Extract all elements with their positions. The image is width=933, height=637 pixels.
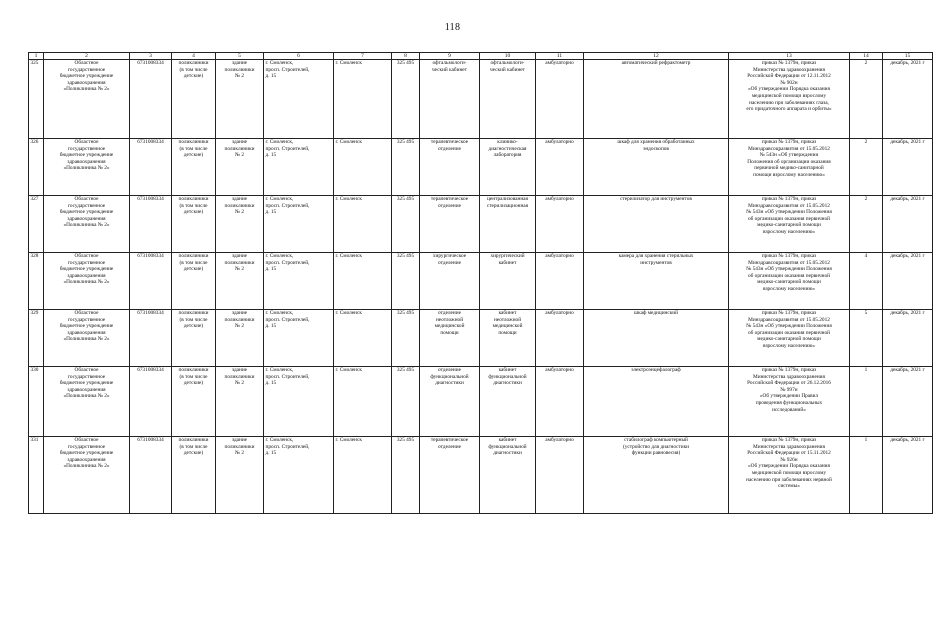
delivery-date-cell: декабрь, 2021 г (883, 60, 933, 139)
inn-code-cell: 6731008334 (130, 437, 172, 514)
equipment-name-cell: шкаф медицинский (584, 310, 729, 367)
room-cell: кабинет функциональной диагностики (480, 367, 536, 437)
inn-code-cell: 6731008334 (130, 367, 172, 437)
quantity-cell: 1 (850, 437, 883, 514)
facility-type-cell: поликлиники (в том числе детские) (172, 437, 216, 514)
column-number: 15 (883, 53, 933, 60)
column-number: 10 (480, 53, 536, 60)
column-number: 12 (584, 53, 729, 60)
address-cell: г. Смоленск, просп. Строителей, д. 15 (264, 139, 334, 196)
address-cell: г. Смоленск, просп. Строителей, д. 15 (264, 367, 334, 437)
location-code-cell: 325 495 (392, 196, 420, 253)
column-number: 2 (44, 53, 130, 60)
address-cell: г. Смоленск, просп. Строителей, д. 15 (264, 253, 334, 310)
address-cell: г. Смоленск, просп. Строителей, д. 15 (264, 310, 334, 367)
facility-type-cell: поликлиники (в том числе детские) (172, 139, 216, 196)
address-cell: г. Смоленск, просп. Строителей, д. 15 (264, 437, 334, 514)
column-number: 6 (264, 53, 334, 60)
city-cell: г. Смоленск (334, 60, 392, 139)
location-code-cell: 325 495 (392, 437, 420, 514)
inn-code-cell: 6731008334 (130, 253, 172, 310)
organization-name-cell: Областное государственное бюджетное учреждение здравоохранения «Поликлиника № 2» (44, 253, 130, 310)
care-type-cell: амбулаторно (536, 60, 584, 139)
facility-type-cell: поликлиники (в том числе детские) (172, 310, 216, 367)
column-number: 5 (216, 53, 264, 60)
building-name-cell: здание поликлиники № 2 (216, 139, 264, 196)
room-cell: хирургический кабинет (480, 253, 536, 310)
facility-type-cell: поликлиники (в том числе детские) (172, 196, 216, 253)
care-type-cell: амбулаторно (536, 196, 584, 253)
column-number: 13 (729, 53, 850, 60)
location-code-cell: 325 495 (392, 60, 420, 139)
organization-name-cell: Областное государственное бюджетное учреждение здравоохранения «Поликлиника № 2» (44, 139, 130, 196)
location-code-cell: 325 495 (392, 310, 420, 367)
column-number: 9 (420, 53, 480, 60)
legal-basis-cell: приказ № 1379н, приказ Министерства здравоохранения Российской Федерации от 15.11.2012 № 926н «Об утверждении Порядка оказания медицинской помощи взрослому населению при заболеваниях нервной системы» (729, 437, 850, 514)
quantity-cell: 2 (850, 196, 883, 253)
row-number-cell: 329 (29, 310, 44, 367)
department-cell: терапевтическое отделение (420, 139, 480, 196)
care-type-cell: амбулаторно (536, 310, 584, 367)
delivery-date-cell: декабрь, 2021 г (883, 367, 933, 437)
quantity-cell: 1 (850, 367, 883, 437)
column-number: 3 (130, 53, 172, 60)
inn-code-cell: 6731008334 (130, 60, 172, 139)
equipment-name-cell: стерилизатор для инструментов (584, 196, 729, 253)
equipment-name-cell: стабилограф компьютерный (устройство для диагностики функции равновесия) (584, 437, 729, 514)
column-number-row (29, 53, 933, 60)
building-name-cell: здание поликлиники № 2 (216, 60, 264, 139)
quantity-cell: 5 (850, 310, 883, 367)
delivery-date-cell: декабрь, 2021 г (883, 253, 933, 310)
room-cell: централизованная стерилизационная (480, 196, 536, 253)
table-row (29, 196, 933, 253)
city-cell: г. Смоленск (334, 253, 392, 310)
building-name-cell: здание поликлиники № 2 (216, 310, 264, 367)
delivery-date-cell: декабрь, 2021 г (883, 310, 933, 367)
table-row (29, 367, 933, 437)
department-cell: отделение неотложной медицинской помощи (420, 310, 480, 367)
quantity-cell: 4 (850, 253, 883, 310)
city-cell: г. Смоленск (334, 437, 392, 514)
row-number-cell: 325 (29, 60, 44, 139)
column-number: 14 (850, 53, 883, 60)
row-number-cell: 330 (29, 367, 44, 437)
legal-basis-cell: приказ № 1379н, приказ Минздравсоцразвития от 15.05.2012 № 543н «Об утверждении Положения об организации оказания первичной медико-санитарной помощи взрослому населению» (729, 310, 850, 367)
equipment-name-cell: электроэнцефалограф (584, 367, 729, 437)
building-name-cell: здание поликлиники № 2 (216, 367, 264, 437)
building-name-cell: здание поликлиники № 2 (216, 196, 264, 253)
address-cell: г. Смоленск, просп. Строителей, д. 15 (264, 196, 334, 253)
table-row (29, 253, 933, 310)
legal-basis-cell: приказ № 1379н, приказ Минздравсоцразвития от 15.05.2012 № 543н «Об утверждении Положения об организации оказания первичной медико-санитарной помощи взрослому населению» (729, 139, 850, 196)
organization-name-cell: Областное государственное бюджетное учреждение здравоохранения «Поликлиника № 2» (44, 367, 130, 437)
inn-code-cell: 6731008334 (130, 196, 172, 253)
department-cell: терапевтическое отделение (420, 437, 480, 514)
organization-name-cell: Областное государственное бюджетное учреждение здравоохранения «Поликлиника № 2» (44, 196, 130, 253)
table-row (29, 60, 933, 139)
facility-type-cell: поликлиники (в том числе детские) (172, 253, 216, 310)
inn-code-cell: 6731008334 (130, 310, 172, 367)
organization-name-cell: Областное государственное бюджетное учреждение здравоохранения «Поликлиника № 2» (44, 437, 130, 514)
care-type-cell: амбулаторно (536, 139, 584, 196)
column-number: 7 (334, 53, 392, 60)
column-number: 4 (172, 53, 216, 60)
row-number-cell: 328 (29, 253, 44, 310)
building-name-cell: здание поликлиники № 2 (216, 253, 264, 310)
location-code-cell: 325 495 (392, 367, 420, 437)
legal-basis-cell: приказ № 1379н, приказ Минздравсоцразвития от 15.05.2012 № 543н «Об утверждении Положения об организации оказания первичной медико-санитарной помощи взрослому населению» (729, 196, 850, 253)
column-number: 8 (392, 53, 420, 60)
quantity-cell: 2 (850, 139, 883, 196)
equipment-name-cell: шкаф для хранения обработанных эндоскопов (584, 139, 729, 196)
table-row (29, 437, 933, 514)
organization-name-cell: Областное государственное бюджетное учреждение здравоохранения «Поликлиника № 2» (44, 60, 130, 139)
city-cell: г. Смоленск (334, 196, 392, 253)
row-number-cell: 326 (29, 139, 44, 196)
legal-basis-cell: приказ № 1379н, приказ Министерства здравоохранения Российской Федерации от 26.12.2016 № 997н «Об утверждении Правил проведения функциональных исследований» (729, 367, 850, 437)
table-row (29, 310, 933, 367)
department-cell: отделение функциональной диагностики (420, 367, 480, 437)
room-cell: офтальмологи- ческий кабинет (480, 60, 536, 139)
care-type-cell: амбулаторно (536, 367, 584, 437)
care-type-cell: амбулаторно (536, 253, 584, 310)
city-cell: г. Смоленск (334, 367, 392, 437)
room-cell: клинико- диагностическая лаборатория (480, 139, 536, 196)
table-row (29, 139, 933, 196)
column-number: 11 (536, 53, 584, 60)
city-cell: г. Смоленск (334, 139, 392, 196)
room-cell: кабинет функциональной диагностики (480, 437, 536, 514)
equipment-name-cell: камера для хранения стерильных инструментов (584, 253, 729, 310)
quantity-cell: 2 (850, 60, 883, 139)
care-type-cell: амбулаторно (536, 437, 584, 514)
row-number-cell: 331 (29, 437, 44, 514)
column-number: 1 (29, 53, 44, 60)
equipment-register-table (28, 52, 933, 514)
facility-type-cell: поликлиники (в том числе детские) (172, 60, 216, 139)
department-cell: хирургическое отделение (420, 253, 480, 310)
organization-name-cell: Областное государственное бюджетное учреждение здравоохранения «Поликлиника № 2» (44, 310, 130, 367)
row-number-cell: 327 (29, 196, 44, 253)
delivery-date-cell: декабрь, 2021 г (883, 139, 933, 196)
legal-basis-cell: приказ № 1379н, приказ Минздравсоцразвития от 15.05.2012 № 543н «Об утверждении Положения об организации оказания первичной медико-санитарной помощи взрослому населению» (729, 253, 850, 310)
inn-code-cell: 6731008334 (130, 139, 172, 196)
delivery-date-cell: декабрь, 2021 г (883, 196, 933, 253)
building-name-cell: здание поликлиники № 2 (216, 437, 264, 514)
facility-type-cell: поликлиники (в том числе детские) (172, 367, 216, 437)
page-number: 118 (444, 22, 461, 33)
city-cell: г. Смоленск (334, 310, 392, 367)
address-cell: г. Смоленск, просп. Строителей, д. 15 (264, 60, 334, 139)
room-cell: кабинет неотложной медицинской помощи (480, 310, 536, 367)
delivery-date-cell: декабрь, 2021 г (883, 437, 933, 514)
equipment-name-cell: автоматический рефрактометр (584, 60, 729, 139)
location-code-cell: 325 495 (392, 253, 420, 310)
department-cell: терапевтическое отделение (420, 196, 480, 253)
legal-basis-cell: приказ № 1379н, приказ Министерства здравоохранения Российской Федерации от 12.11.2012 № 902н «Об утверждении Порядка оказания медицинской помощи взрослому населению при заболеваниях глаза, его придаточного аппарата и орбиты» (729, 60, 850, 139)
location-code-cell: 325 495 (392, 139, 420, 196)
department-cell: офтальмологи- ческий кабинет (420, 60, 480, 139)
